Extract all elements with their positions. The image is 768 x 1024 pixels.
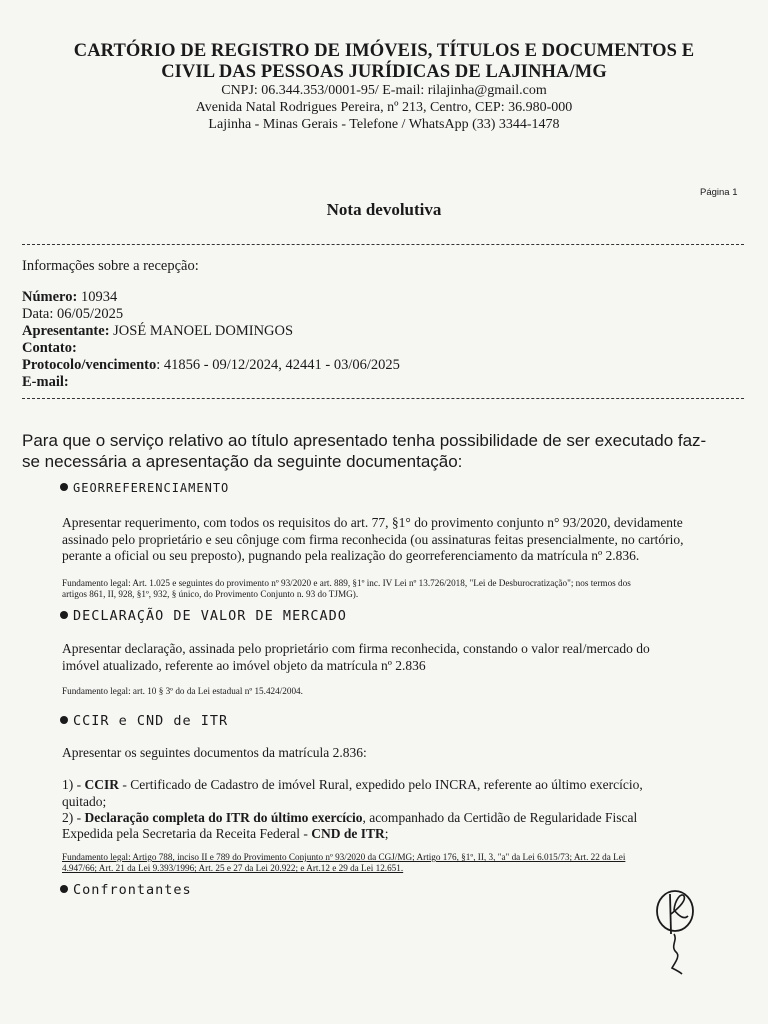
reception-heading: Informações sobre a recepção: (22, 258, 199, 274)
registry-title-line1: CARTÓRIO DE REGISTRO DE IMÓVEIS, TÍTULOS E DOCUMENTOS E (73, 41, 695, 61)
page-number-label: Página 1 (700, 187, 738, 198)
declaracao-body-line1: Apresentar declaração, assinada pelo proprietário com firma reconhecida, constando o valor real/mercado do (62, 641, 650, 656)
signature-initials-mark (648, 876, 706, 980)
bullet-icon (60, 716, 68, 724)
georref-body-line1: Apresentar requerimento, com todos os requisitos do art. 77, §1° do provimento conjunto n° 93/2020, devidamente (62, 515, 683, 530)
section-heading-text: DECLARAÇÃO DE VALOR DE MERCADO (73, 608, 347, 624)
item-text: Expedida pela Secretaria da Receita Federal - (62, 826, 312, 841)
item-prefix: 1) - (62, 777, 85, 792)
georref-body-line2: assinado pelo proprietário e seu cônjuge com firma reconhecida (ou assinaturas feitas presencialmente, no cartório, (62, 532, 684, 547)
section-declaracao-heading (60, 608, 347, 624)
divider-bottom (22, 398, 744, 399)
section-ccir-heading (60, 713, 228, 729)
section-heading-text: Confrontantes (73, 882, 192, 898)
item-keyword: CCIR (84, 777, 120, 792)
bullet-icon (60, 885, 68, 893)
section-confrontantes-heading (60, 882, 192, 898)
georref-fundamento-line1: Fundamento legal: Art. 1.025 e seguintes do provimento nº 93/2020 e art. 889, §1º inc. IV Lei nº 13.726/2018, "Lei de Desburocratização"; nos termos dos (62, 578, 631, 588)
protocolo-label: Protocolo/vencimento (22, 357, 157, 373)
item-keyword: CND de ITR (311, 826, 385, 841)
intro-line2: se necessária a apresentação da seguinte documentação: (22, 452, 463, 471)
contato-label: Contato: (22, 340, 77, 356)
numero-row (22, 289, 117, 306)
ccir-item2-line2 (62, 826, 389, 843)
document-title: Nota devolutiva (326, 200, 442, 219)
protocolo-value: : 41856 - 09/12/2024, 42441 - 03/06/2025 (156, 357, 400, 373)
ccir-item1-line1 (62, 777, 643, 794)
divider-top (22, 244, 744, 245)
registry-address: Avenida Natal Rodrigues Pereira, nº 213, Centro, CEP: 36.980-000 (195, 100, 573, 115)
declaracao-fundamento: Fundamento legal: art. 10 § 3º do da Lei estadual nº 15.424/2004. (62, 686, 303, 696)
item-text: , acompanhado da Certidão de Regularidade Fiscal (362, 810, 638, 825)
item-prefix: 2) - (62, 810, 85, 825)
email-label: E-mail: (22, 374, 69, 390)
georref-fundamento-line2: artigos 861, II, 928, §1º, 932, § único, do Provimento Conjunto n. 93 do TJMG). (62, 589, 359, 599)
ccir-item1-line2: quitado; (62, 794, 107, 809)
ccir-fundamento-line1: Fundamento legal: Artigo 788, inciso II e 789 do Provimento Conjunto nº 93/2020 da CGJ/MG; Artigo 176, §1º, II, 3, "a" da Lei 6.015/73; Art. 22 da Lei (62, 852, 626, 862)
apresentante-value: JOSÉ MANOEL DOMINGOS (109, 323, 294, 339)
ccir-intro: Apresentar os seguintes documentos da matrícula 2.836: (62, 745, 367, 760)
item-keyword: Declaração completa do ITR do último exercício (84, 810, 363, 825)
ccir-fundamento-line2: 4.947/66; Art. 21 da Lei 9.393/1996; Art. 25 e 27 da Lei 20.922; e Art.12 e 29 da Lei 12.651. (62, 863, 404, 873)
item-text: ; (384, 826, 389, 841)
declaracao-body-line2: imóvel atualizado, referente ao imóvel objeto da matrícula nº 2.836 (62, 658, 426, 673)
registry-cnpj-email: CNPJ: 06.344.353/0001-95/ E-mail: rilajinha@gmail.com (221, 83, 547, 98)
registry-title-line2: CIVIL DAS PESSOAS JURÍDICAS DE LAJINHA/MG (161, 62, 607, 82)
bullet-icon (60, 483, 68, 491)
apresentante-row (22, 323, 293, 340)
numero-label: Número: (22, 289, 78, 305)
section-heading-text: CCIR e CND de ITR (73, 713, 229, 729)
apresentante-label: Apresentante: (22, 323, 110, 339)
registry-city-phone: Lajinha - Minas Gerais - Telefone / WhatsApp (33) 3344-1478 (208, 117, 560, 132)
bullet-icon (60, 611, 68, 619)
ccir-item2-line1 (62, 810, 637, 827)
protocolo-row (22, 357, 400, 374)
data-row: Data: 06/05/2025 (22, 306, 124, 322)
section-georreferenciamento-heading (60, 481, 229, 495)
numero-value: 10934 (77, 289, 118, 305)
section-heading-text: GEORREFERENCIAMENTO (73, 481, 230, 495)
item-text: - Certificado de Cadastro de imóvel Rural, expedido pelo INCRA, referente ao último exercício, (119, 777, 643, 792)
intro-line1: Para que o serviço relativo ao título apresentado tenha possibilidade de ser executado faz- (22, 431, 707, 450)
georref-body-line3: perante a oficial ou seu preposto), pugnando pela realização do georreferenciamento da matrícula nº 2.836. (62, 548, 640, 563)
